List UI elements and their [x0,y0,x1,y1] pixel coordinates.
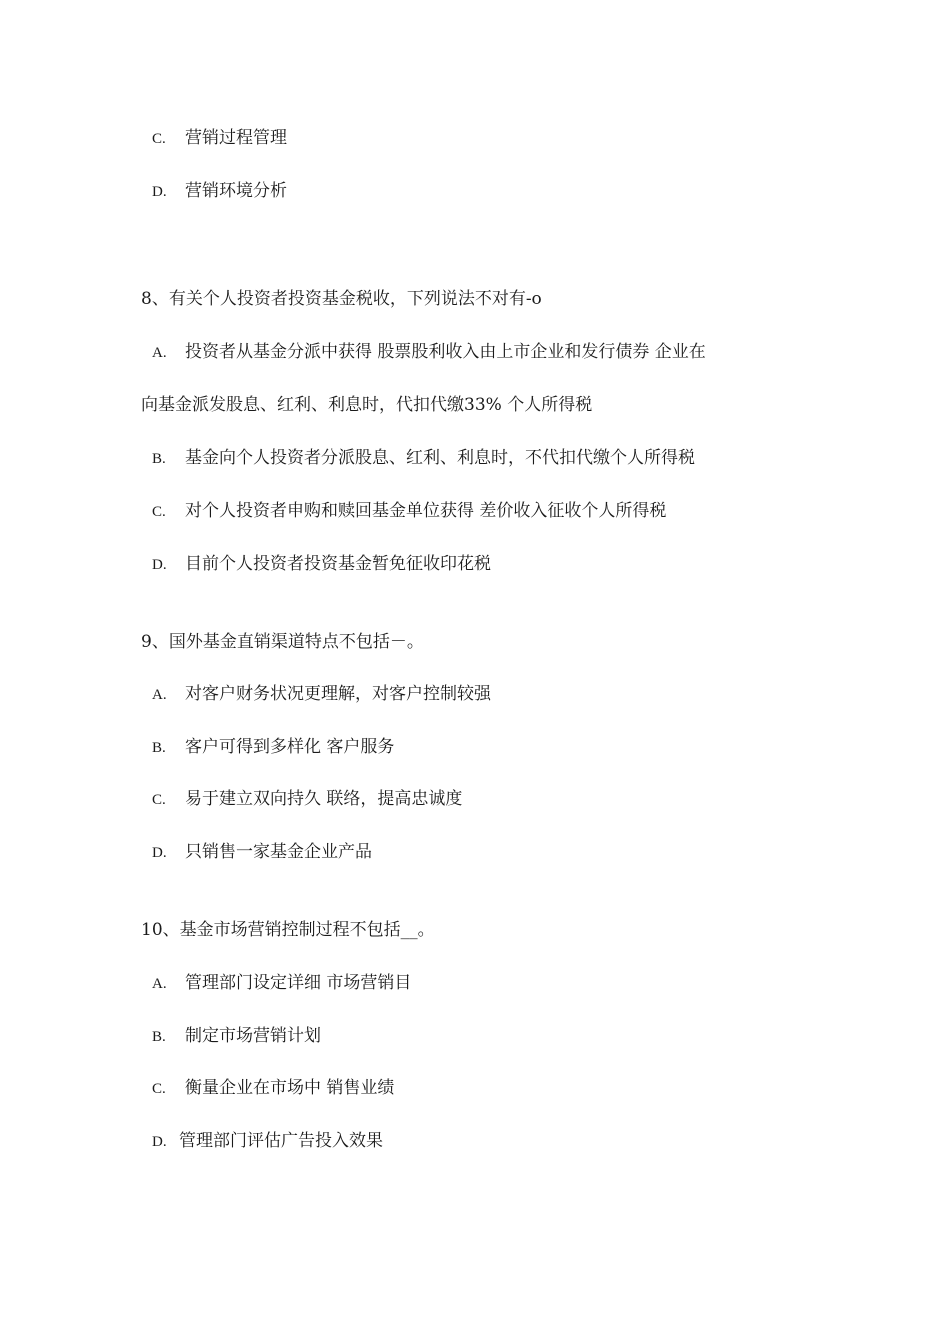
option-letter: B. [152,451,166,467]
question-10-option-c [152,1076,394,1101]
option-letter: A. [152,687,167,703]
option-text: 投资者从基金分派中获得 股票股利收入由上市企业和发行债券 企业在 [185,342,706,362]
question-10-option-b [152,1024,321,1049]
question-10-stem: 10、基金市场营销控制过程不包括__。 [141,920,435,940]
option-letter: D. [152,184,167,200]
option-text: 营销环境分析 [185,181,287,201]
question-9-option-b [152,735,394,760]
option-c [152,126,287,151]
option-letter: C. [152,131,166,147]
option-text: 目前个人投资者投资基金暂免征收印花税 [185,554,491,574]
question-8-option-b [152,446,695,471]
option-text: 只销售一家基金企业产品 [185,842,372,862]
option-letter: B. [152,1029,166,1045]
option-letter: D. [152,557,167,573]
option-text: 客户可得到多样化 客户服务 [185,737,395,757]
option-letter: D. [152,845,167,861]
option-letter: B. [152,740,166,756]
question-8-option-a [152,340,706,365]
option-text: 基金向个人投资者分派股息、红利、利息时，不代扣代缴个人所得税 [185,448,695,468]
option-text: 衡量企业在市场中 销售业绩 [185,1078,395,1098]
option-d [152,179,287,204]
option-letter: C. [152,504,166,520]
question-8-option-c [152,499,666,524]
option-letter: C. [152,1081,166,1097]
question-9-stem: 9、国外基金直销渠道特点不包括－。 [141,632,424,652]
option-letter: A. [152,976,167,992]
question-9-option-d [152,840,372,865]
question-9-option-a [152,682,491,707]
question-8-stem: 8、有关个人投资者投资基金税收，下列说法不对有-o [141,289,542,309]
option-letter: D. [152,1134,167,1150]
question-8-option-d [152,552,491,577]
option-text: 管理部门评估广告投入效果 [179,1131,383,1151]
question-9-option-c [152,787,462,812]
option-text: 易于建立双向持久 联络，提高忠诚度 [185,789,463,809]
option-text: 管理部门设定详细 市场营销目 [185,973,412,993]
option-text: 对客户财务状况更理解，对客户控制较强 [185,684,491,704]
question-10-option-a [152,971,411,996]
question-10-option-d [152,1129,383,1154]
option-text: 制定市场营销计划 [185,1026,321,1046]
question-8-option-a-continued: 向基金派发股息、红利、利息时，代扣代缴33% 个人所得税 [141,395,593,415]
option-text: 对个人投资者申购和赎回基金单位获得 差价收入征收个人所得税 [185,501,667,521]
option-letter: C. [152,792,166,808]
option-letter: A. [152,345,167,361]
option-text: 营销过程管理 [185,128,287,148]
